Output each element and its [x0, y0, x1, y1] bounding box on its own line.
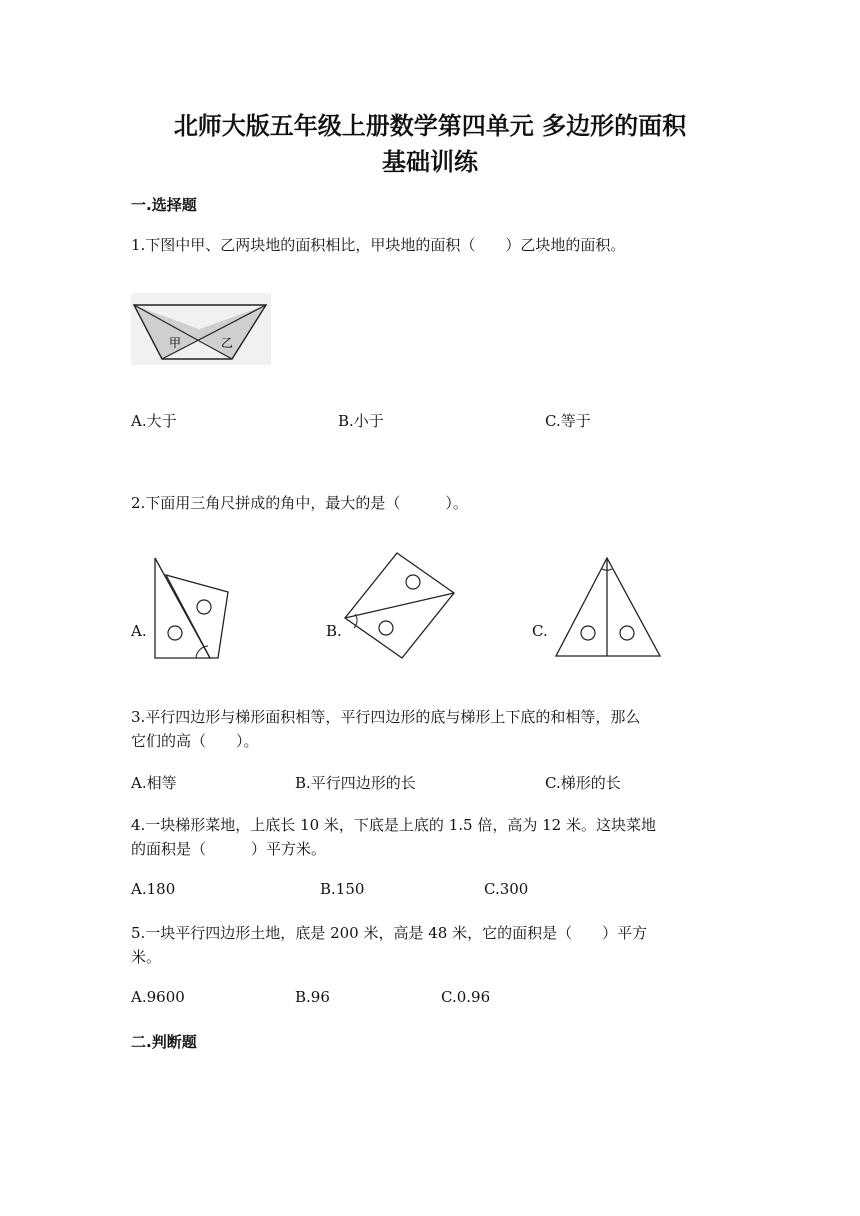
question-3-option-a[interactable]: A.相等: [131, 774, 177, 792]
question-5-option-c[interactable]: C.0.96: [441, 988, 491, 1006]
circle-mark-1: [406, 575, 420, 589]
question-2-option-a[interactable]: A.: [131, 622, 147, 640]
circle-mark-2: [620, 626, 634, 640]
question-4-option-a[interactable]: A.180: [131, 880, 176, 898]
question-2-option-c[interactable]: C.: [532, 622, 548, 640]
question-4-text-line-1: 4.一块梯形菜地，上底长 10 米，下底是上底的 1.5 倍，高为 12 米。这块菜地: [131, 816, 656, 834]
page-title: 北师大版五年级上册数学第四单元 多边形的面积: [173, 112, 687, 140]
page-subtitle: 基础训练: [382, 148, 478, 176]
triangle-outline: [556, 558, 660, 656]
circle-mark-2: [197, 600, 211, 614]
circle-mark-2: [379, 621, 393, 635]
question-2-figure-b: [340, 548, 460, 662]
circle-mark-1: [581, 626, 595, 640]
question-2-text: 2.下面用三角尺拼成的角中，最大的是（ ）。: [131, 494, 468, 512]
question-4-option-c[interactable]: C.300: [484, 880, 529, 898]
set-square-2: [166, 575, 228, 658]
question-1-option-c[interactable]: C.等于: [545, 412, 591, 430]
section-heading-judge: 二.判断题: [131, 1033, 197, 1051]
question-2-figure-a: [148, 555, 233, 663]
question-4-text-line-2: 的面积是（ ）平方米。: [131, 840, 327, 858]
question-3-text-line-1: 3.平行四边形与梯形面积相等，平行四边形的底与梯形上下底的和相等，那么: [131, 708, 641, 726]
question-5-option-a[interactable]: A.9600: [131, 988, 185, 1006]
label-yi: 乙: [221, 336, 234, 350]
question-5-text-line-2: 米。: [131, 948, 162, 966]
question-3-text-line-2: 它们的高（ ）。: [131, 732, 259, 750]
question-5-text-line-1: 5.一块平行四边形土地，底是 200 米，高是 48 米，它的面积是（ ）平方: [131, 924, 648, 942]
question-3-option-b[interactable]: B.平行四边形的长: [295, 774, 416, 792]
question-2-option-b[interactable]: B.: [326, 622, 342, 640]
question-1-trapezoid-figure: [131, 293, 271, 365]
question-5-option-b[interactable]: B.96: [295, 988, 330, 1006]
section-heading-choice: 一.选择题: [131, 196, 197, 214]
question-1-option-a[interactable]: A.大于: [131, 412, 177, 430]
question-1-text: 1.下图中甲、乙两块地的面积相比，甲块地的面积（ ）乙块地的面积。: [131, 236, 626, 254]
question-1-option-b[interactable]: B.小于: [338, 412, 384, 430]
label-jia: 甲: [169, 336, 182, 350]
question-3-option-c[interactable]: C.梯形的长: [545, 774, 621, 792]
question-2-figure-c: [553, 555, 663, 659]
circle-mark-1: [168, 626, 182, 640]
question-4-option-b[interactable]: B.150: [320, 880, 365, 898]
